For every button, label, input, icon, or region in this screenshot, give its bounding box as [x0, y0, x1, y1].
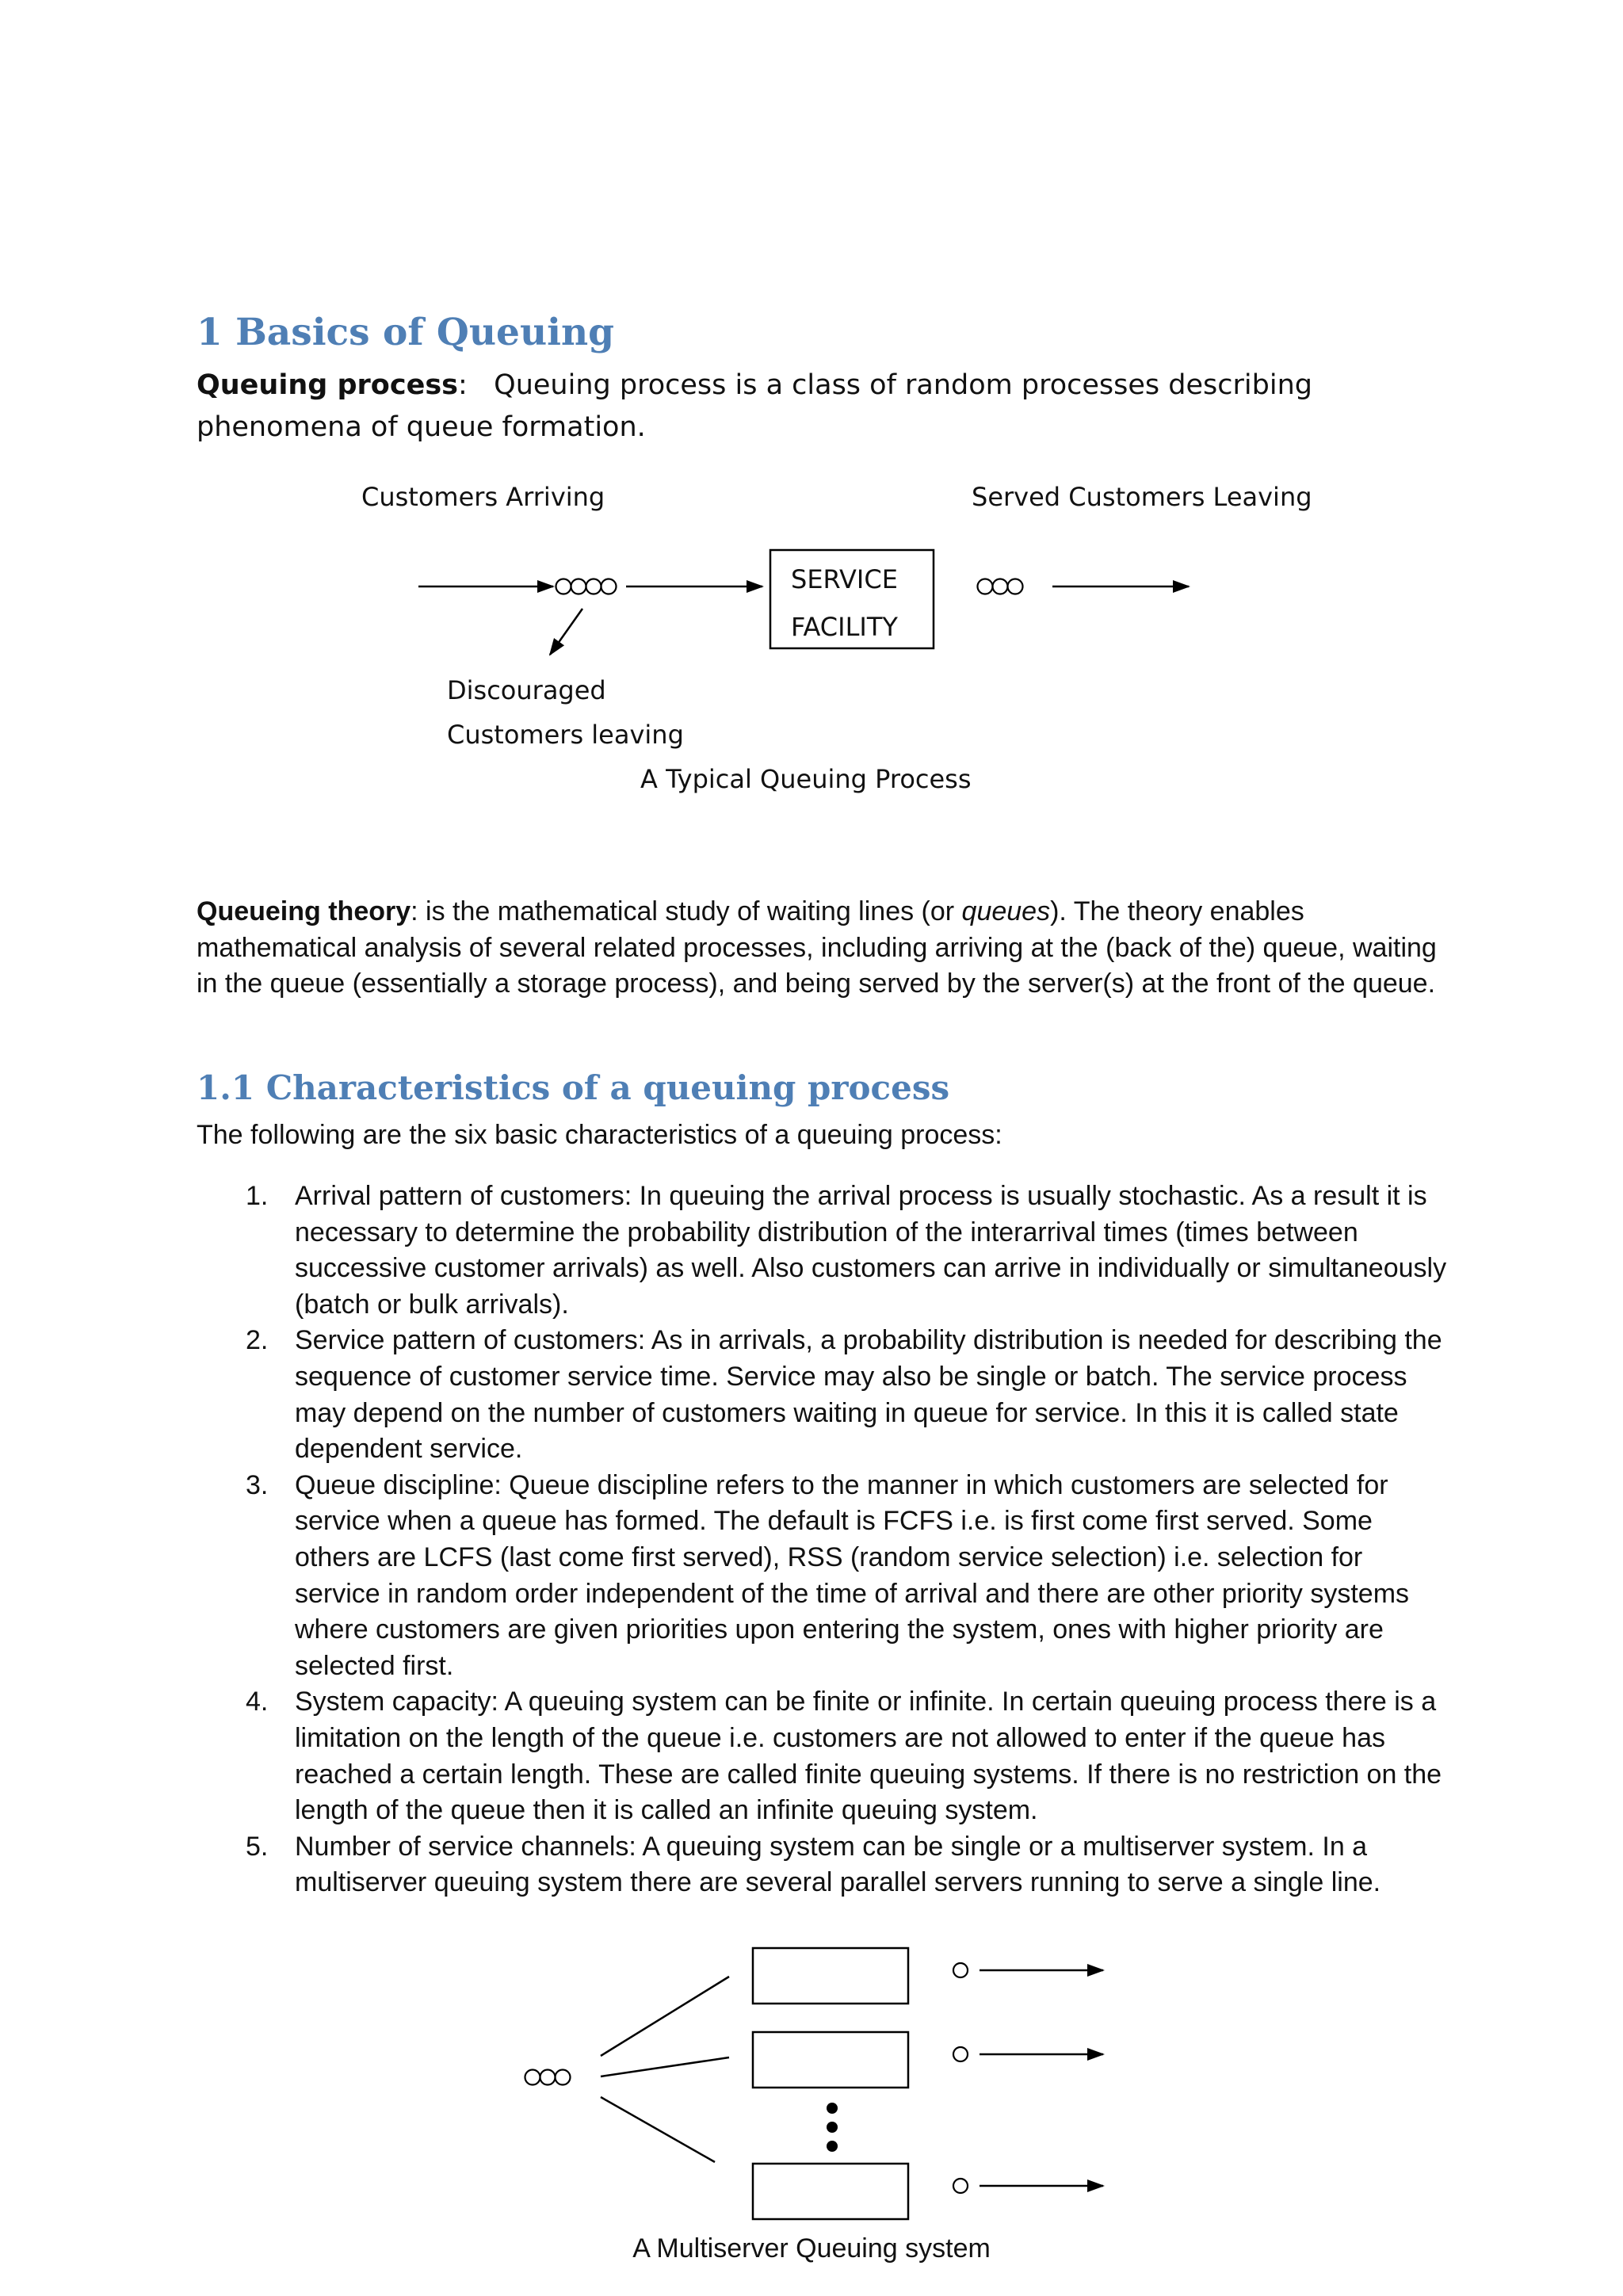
served-customer-circle — [953, 1963, 968, 1977]
ellipsis-dot — [827, 2141, 838, 2152]
branch-line-top — [601, 1977, 729, 2056]
waiting-customers — [525, 2070, 571, 2085]
list-item-text: Arrival pattern of customers: In queuing the arrival process is usually stochastic. As a result it is necessary to determine the probability distribution of the interarrival times (times between successive customer arrivals) as well. Also customers can arrive in individually or simultaneously (batch or bulk arrivals). — [295, 1181, 1447, 1320]
served-customer-circle — [953, 2179, 968, 2193]
list-item-text: Number of service channels: A queuing system can be single or a multiserver system. In a multiserver queuing system there are several parallel servers running to serve a single line. — [295, 1831, 1381, 1898]
figure2-caption: A Multiserver Queuing system — [632, 2233, 991, 2264]
service-label: SERVICE — [791, 564, 898, 594]
figure1-caption: A Typical Queuing Process — [640, 764, 972, 794]
queueing-theory-term: Queueing theory — [197, 896, 411, 926]
ellipsis-dot — [827, 2122, 838, 2133]
subsection-intro: The following are the six basic characteristics of a queuing process: — [197, 1120, 1002, 1150]
list-item-number: 3. — [246, 1469, 269, 1500]
branch-line-middle — [601, 2057, 729, 2076]
branch-line-bottom — [601, 2097, 715, 2162]
list-item-number: 5. — [246, 1831, 269, 1862]
list-item-number: 1. — [246, 1181, 269, 1211]
definition-term: Queuing process — [197, 369, 458, 401]
server-box — [753, 1948, 908, 2004]
queueing-theory-text-a: : is the mathematical study of waiting lines (or — [411, 896, 962, 926]
customer-circle — [556, 2070, 571, 2085]
customers-leaving-label: Customers leaving — [447, 720, 684, 750]
served-customer-circle — [953, 2047, 968, 2061]
server-box — [753, 2164, 908, 2219]
ellipsis-dot — [827, 2103, 838, 2114]
section-heading: 1 Basics of Queuing — [197, 311, 615, 354]
server-boxes — [753, 1948, 1103, 2219]
discouraged-label: Discouraged — [447, 675, 606, 705]
list-item-number: 4. — [246, 1687, 269, 1717]
subsection-heading: 1.1 Characteristics of a queuing process — [197, 1068, 950, 1107]
ellipsis-dots — [827, 2103, 838, 2152]
served-customers-leaving-label: Served Customers Leaving — [972, 482, 1312, 512]
facility-label: FACILITY — [791, 612, 898, 642]
definition-separator: : — [458, 369, 495, 401]
queueing-theory-italic: queues — [961, 896, 1051, 926]
definition-text: Queuing process is a class of random processes describing phenomena of queue formation. — [197, 369, 1312, 443]
queueing-theory-text-b: ). The theory enables mathematical analysis of several related processes, including arriving at the (back of the) queue, waiting in the queue (essentially a storage process), and being served by the server(s) at the front of the queue. — [197, 896, 1437, 999]
list-item-text: Service pattern of customers: As in arrivals, a probability distribution is needed for describing the sequence of customer service time. Service may also be single or batch. The service process may depend on the number of customers waiting in queue for service. In this it is called state dependent service. — [295, 1325, 1442, 1465]
list-item-text: Queue discipline: Queue discipline refers to the manner in which customers are selected for service when a queue has formed. The default is FCFS i.e. is first come first served. Some others are LCFS (last come first served), RSS (random service selection) i.e. selection for service in random order independent of the time of arrival and there are other priority systems where customers are given priorities upon entering the system, ones with higher priority are selected first. — [295, 1469, 1410, 1681]
server-box — [753, 2032, 908, 2088]
list-item-text: System capacity: A queuing system can be finite or infinite. In certain queuing process there is a limitation on the length of the queue i.e. customers are not allowed to enter if the queue has reached a certain length. These are called finite queuing systems. If there is no restriction on the length of the queue then it is called an infinite queuing system. — [295, 1687, 1442, 1826]
customer-circle — [525, 2070, 540, 2085]
customer-circle — [540, 2070, 556, 2085]
list-item-number: 2. — [246, 1325, 269, 1356]
customers-arriving-label: Customers Arriving — [361, 482, 605, 512]
